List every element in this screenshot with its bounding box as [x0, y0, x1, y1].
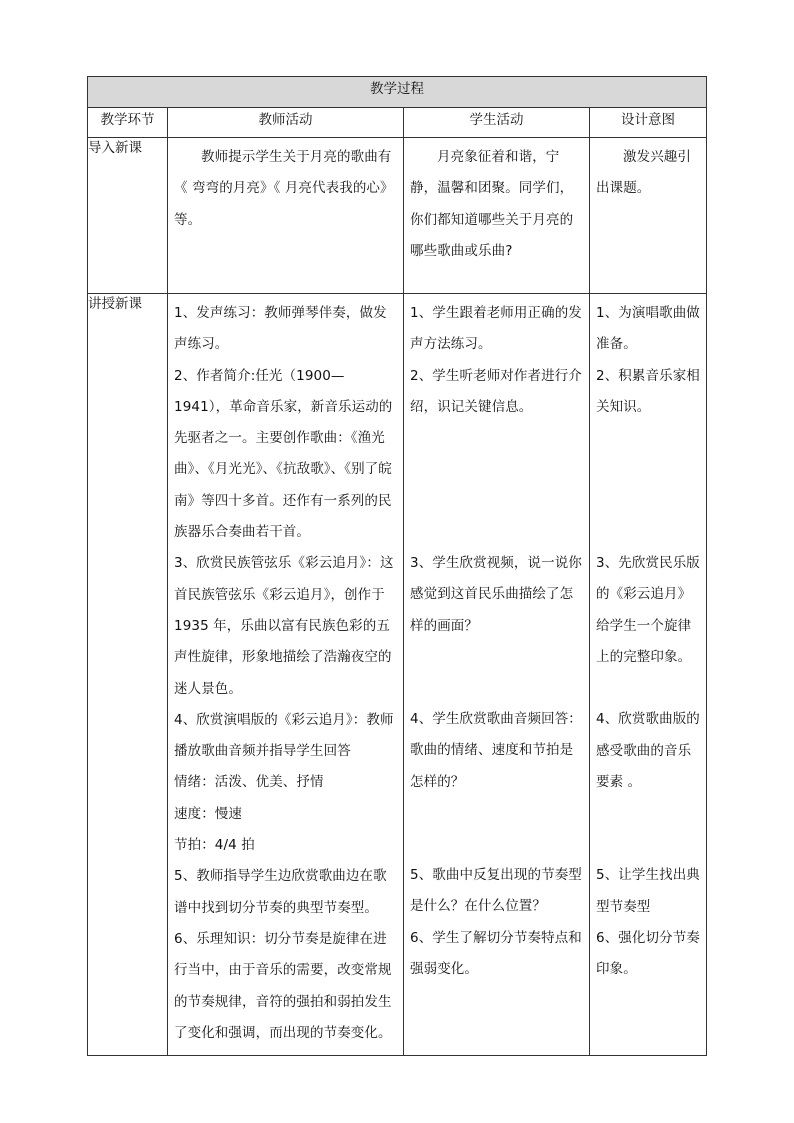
teacher-step-5: 5、教师指导学生边欣赏歌曲边在歌谱中找到切分节奏的典型节奏型。	[174, 868, 387, 916]
table-row-main	[88, 294, 707, 1056]
student-step-2: 2、学生听老师对作者进行介绍，识记关键信息。	[410, 367, 582, 415]
intro-teacher-cell	[168, 138, 404, 294]
design-step-3: 3、先欣赏民乐版的《彩云追月》给学生一个旋律上的完整印象。	[596, 555, 700, 666]
main-teacher-cell	[168, 294, 404, 1056]
intro-student-cell	[404, 138, 590, 294]
lesson-plan-page	[87, 76, 706, 1056]
stage-main-label: 讲授新课	[88, 296, 142, 312]
teacher-step-1: 1、发声练习：教师弹琴伴奏，做发声练习。	[174, 305, 387, 353]
teacher-step-6: 6、乐理知识：切分节奏是旋律在进行当中，由于音乐的需要，改变常规的节奏规律，音符的强拍和弱拍发生了变化和强调，而出现的节奏变化。	[174, 930, 392, 1041]
intro-design-cell	[590, 138, 707, 294]
teacher-step-4: 4、欣赏演唱版的《彩云追月》：教师播放歌曲音频并指导学生回答	[174, 711, 394, 760]
stage-intro-label: 导入新课	[88, 140, 142, 156]
header-student-activity: 学生活动	[404, 108, 590, 138]
intro-design-text: 激发兴趣引出课题。	[596, 149, 691, 197]
design-step-1: 1、为演唱歌曲做准备。	[596, 305, 700, 353]
design-step-2: 2、积累音乐家相关知识。	[596, 367, 700, 415]
student-step-6: 6、学生了解切分节奏特点和强弱变化。	[410, 929, 582, 977]
student-step-1: 1、学生跟着老师用正确的发声方法练习。	[410, 305, 582, 353]
teacher-meter: 节拍：4/4 拍	[174, 837, 255, 854]
stage-main	[88, 294, 168, 1056]
student-step-5: 5、歌曲中反复出现的节奏型是什么？在什么位置？	[410, 866, 582, 915]
design-step-4: 4、欣赏歌曲版的感受歌曲的音乐要素 。	[596, 711, 700, 790]
teacher-step-2: 2、作者简介:任光（1900—1941），革命音乐家，新音乐运动的先驱者之一。主要创作歌曲：《渔光曲》、《月光光》、《抗敌歌》、《别了皖南》等四十多首。还作有一系列的民族器乐合奏曲若干首。	[174, 367, 393, 541]
intro-teacher-text: 教师提示学生关于月亮的歌曲有《 弯弯的月亮》《 月亮代表我的心》等。	[174, 149, 394, 228]
teacher-mood: 情绪：活泼、优美、抒情	[174, 774, 324, 791]
header-stage: 教学环节	[88, 108, 168, 138]
main-design-cell	[590, 294, 707, 1056]
stage-intro	[88, 138, 168, 294]
design-step-6: 6、强化切分节奏印象。	[596, 929, 700, 978]
teacher-step-3: 3、欣赏民族管弦乐《彩云追月》：这首民族管弦乐《彩云追月》，创作于 1935 年，乐曲以富有民族色彩的五声性旋律，形象地描绘了浩瀚夜空的迷人景色。	[174, 555, 394, 697]
student-step-4: 4、学生欣赏歌曲音频回答：歌曲的情绪、速度和节拍是怎样的？	[410, 711, 582, 790]
design-step-5: 5、让学生找出典型节奏型	[596, 867, 700, 915]
header-teacher-activity: 教师活动	[168, 108, 404, 138]
table-row-intro	[88, 138, 707, 294]
teaching-process-table	[87, 76, 707, 1056]
student-step-3: 3、学生欣赏视频，说一说你感觉到这首民乐曲描绘了怎样的画面？	[410, 555, 582, 634]
table-title: 教学过程	[88, 77, 707, 108]
teacher-tempo: 速度：慢速	[174, 805, 242, 822]
header-design-intent: 设计意图	[590, 108, 707, 138]
intro-student-text: 月亮象征着和谐，宁静，温馨和团聚。同学们，你们都知道哪些关于月亮的哪些歌曲或乐曲?	[410, 149, 574, 259]
main-student-cell	[404, 294, 590, 1056]
